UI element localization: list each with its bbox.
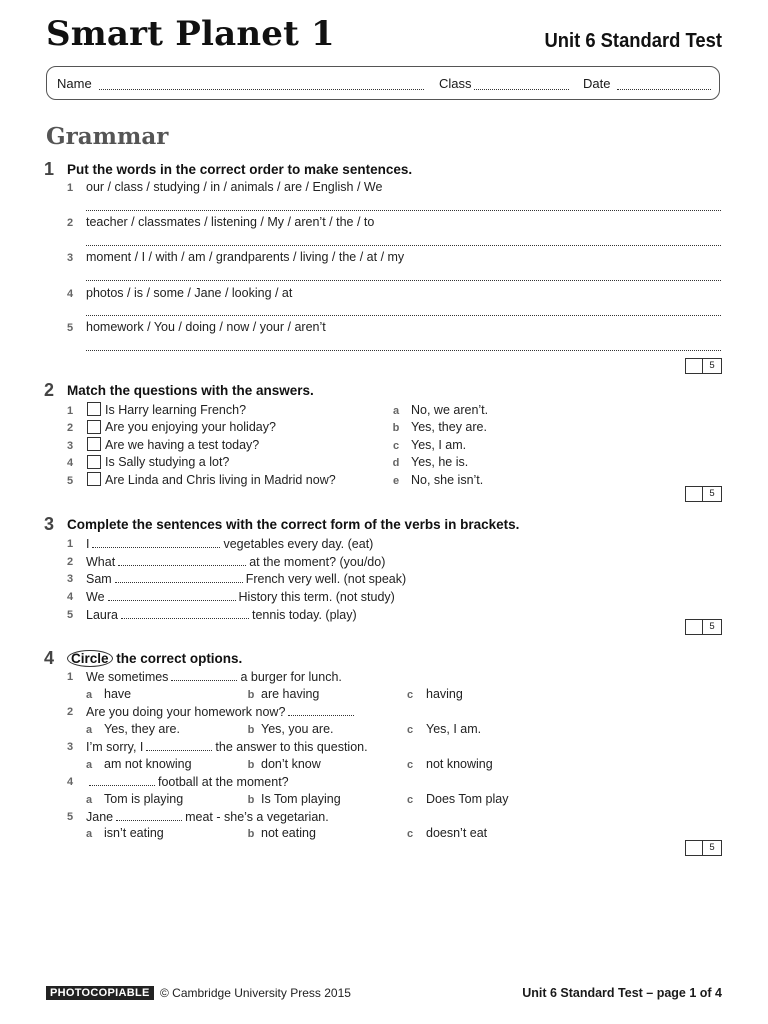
- page-title: Smart Planet 1: [46, 14, 335, 54]
- gap-field[interactable]: [171, 669, 237, 681]
- sentence-start: Laura: [86, 608, 118, 622]
- date-field[interactable]: [617, 77, 711, 90]
- option-text[interactable]: don’t know: [261, 757, 321, 771]
- sentence-start: Sam: [86, 572, 112, 586]
- student-info-box: [46, 66, 720, 100]
- answer-letter: e: [392, 475, 400, 487]
- answer-letter: d: [392, 457, 400, 469]
- item-number: 5: [66, 322, 74, 334]
- circle-word: Circle: [67, 650, 113, 667]
- gap-sentence: [86, 554, 385, 569]
- item-number: 4: [66, 288, 74, 300]
- score-box[interactable]: [685, 840, 722, 856]
- gap-field[interactable]: [108, 589, 236, 601]
- answer-line[interactable]: [86, 244, 721, 246]
- item-number: 3: [66, 741, 74, 753]
- exercise-number: 2: [44, 380, 55, 400]
- item-text: moment / I / with / am / grandparents / living / the / at / my: [86, 250, 405, 264]
- option-letter: a: [85, 689, 93, 701]
- name-field[interactable]: [99, 77, 424, 90]
- gap-field[interactable]: [115, 571, 243, 583]
- gap-sentence: [86, 669, 342, 684]
- sentence-end: French very well. (not speak): [245, 572, 407, 586]
- question-text: Are you enjoying your holiday?: [105, 420, 276, 434]
- option-letter: c: [406, 794, 414, 806]
- option-text[interactable]: Yes, you are.: [261, 722, 334, 736]
- gap-sentence: [86, 589, 395, 604]
- exercise-instruction: [67, 650, 242, 667]
- gap-sentence: [86, 809, 329, 824]
- option-letter: a: [85, 759, 93, 771]
- sentence-start: We sometimes: [86, 670, 169, 684]
- item-number: 1: [66, 405, 74, 417]
- sentence-end: History this term. (not study): [238, 590, 395, 604]
- option-letter: a: [85, 724, 93, 736]
- option-letter: b: [247, 689, 255, 701]
- answer-text: Yes, he is.: [411, 455, 469, 469]
- question-text: Are Linda and Chris living in Madrid now?: [105, 473, 336, 487]
- copyright: © Cambridge University Press 2015: [160, 986, 351, 1000]
- option-text[interactable]: doesn’t eat: [426, 826, 488, 840]
- item-text: our / class / studying / in / animals / are / English / We: [86, 180, 383, 194]
- gap-sentence: [86, 607, 357, 622]
- sentence-end: meat - she’s a vegetarian.: [185, 810, 329, 824]
- option-text[interactable]: Is Tom playing: [261, 792, 341, 806]
- answer-box[interactable]: [87, 402, 101, 416]
- score-max: 5: [702, 487, 721, 501]
- score-max: 5: [702, 359, 721, 373]
- item-number: 1: [66, 538, 74, 550]
- exercise-instruction: Complete the sentences with the correct form of the verbs in brackets.: [67, 517, 520, 532]
- item-number: 3: [66, 440, 74, 452]
- score-box[interactable]: [685, 619, 722, 635]
- photocopiable-badge: PHOTOCOPIABLE: [46, 986, 154, 1000]
- section-title: Grammar: [46, 123, 169, 150]
- exercise-number: 3: [44, 514, 55, 534]
- item-text: photos / is / some / Jane / looking / at: [86, 286, 293, 300]
- answer-line[interactable]: [86, 209, 721, 211]
- answer-letter: b: [392, 422, 400, 434]
- item-number: 4: [66, 457, 74, 469]
- gap-sentence: [86, 704, 357, 719]
- gap-sentence: [86, 774, 289, 789]
- sentence-start: Jane: [86, 810, 114, 824]
- sentence-end: the answer to this question.: [215, 740, 368, 754]
- answer-letter: a: [392, 405, 400, 417]
- sentence-end: football at the moment?: [158, 775, 289, 789]
- sentence-end: vegetables every day. (eat): [223, 537, 374, 551]
- exercise-instruction: Put the words in the correct order to make sentences.: [67, 162, 413, 177]
- answer-text: Yes, they are.: [411, 420, 487, 434]
- answer-text: No, she isn’t.: [411, 473, 484, 487]
- option-letter: b: [247, 794, 255, 806]
- name-label: Name: [57, 76, 92, 91]
- item-number: 1: [66, 182, 74, 194]
- option-letter: c: [406, 828, 414, 840]
- item-number: 5: [66, 609, 74, 621]
- option-text[interactable]: not eating: [261, 826, 316, 840]
- option-letter: b: [247, 759, 255, 771]
- gap-field[interactable]: [121, 607, 249, 619]
- option-text[interactable]: are having: [261, 687, 320, 701]
- score-box[interactable]: [685, 358, 722, 374]
- item-number: 5: [66, 811, 74, 823]
- instruction-rest: the correct options.: [116, 651, 243, 666]
- answer-box[interactable]: [87, 472, 101, 486]
- item-number: 4: [66, 776, 74, 788]
- page-indicator: Unit 6 Standard Test – page 1 of 4: [522, 986, 722, 1000]
- class-label: Class: [439, 76, 472, 91]
- exercise-number: 4: [44, 648, 55, 668]
- gap-field[interactable]: [92, 536, 220, 548]
- answer-text: No, we aren’t.: [411, 403, 489, 417]
- sentence-end: at the moment? (you/do): [249, 555, 386, 569]
- option-text[interactable]: Yes, they are.: [104, 722, 180, 736]
- question-text: Is Sally studying a lot?: [105, 455, 230, 469]
- date-label: Date: [583, 76, 611, 91]
- answer-text: Yes, I am.: [411, 438, 467, 452]
- option-letter: b: [247, 724, 255, 736]
- gap-field[interactable]: [288, 704, 354, 716]
- question-text: Is Harry learning French?: [105, 403, 247, 417]
- option-letter: b: [247, 828, 255, 840]
- option-text[interactable]: am not knowing: [104, 757, 192, 771]
- item-number: 2: [66, 217, 74, 229]
- score-max: 5: [702, 620, 721, 634]
- exercise-instruction: Match the questions with the answers.: [67, 383, 314, 398]
- gap-field[interactable]: [89, 774, 155, 786]
- answer-box[interactable]: [87, 437, 101, 451]
- option-letter: c: [406, 689, 414, 701]
- item-number: 1: [66, 671, 74, 683]
- answer-letter: c: [392, 440, 400, 452]
- score-max: 5: [702, 841, 721, 855]
- option-text[interactable]: Yes, I am.: [426, 722, 482, 736]
- sentence-start: I’m sorry, I: [86, 740, 144, 754]
- sentence-start: What: [86, 555, 116, 569]
- gap-field[interactable]: [116, 809, 182, 821]
- sentence-start: Are you doing your homework now?: [86, 705, 286, 719]
- item-number: 2: [66, 706, 74, 718]
- gap-field[interactable]: [146, 739, 212, 751]
- answer-line[interactable]: [86, 349, 721, 351]
- option-letter: c: [406, 759, 414, 771]
- sentence-start: I: [86, 537, 90, 551]
- answer-line[interactable]: [86, 314, 721, 316]
- sentence-end: a burger for lunch.: [240, 670, 342, 684]
- option-text[interactable]: Does Tom play: [426, 792, 509, 806]
- answer-box[interactable]: [87, 455, 101, 469]
- gap-field[interactable]: [118, 554, 246, 566]
- sentence-start: We: [86, 590, 105, 604]
- sentence-end: tennis today. (play): [251, 608, 357, 622]
- test-subtitle: Unit 6 Standard Test: [544, 30, 722, 52]
- option-text[interactable]: Tom is playing: [104, 792, 184, 806]
- option-text[interactable]: having: [426, 687, 463, 701]
- question-text: Are we having a test today?: [105, 438, 260, 452]
- item-number: 4: [66, 591, 74, 603]
- gap-sentence: [86, 536, 373, 551]
- option-text[interactable]: isn’t eating: [104, 826, 164, 840]
- gap-sentence: [86, 571, 406, 586]
- item-text: homework / You / doing / now / your / aren’t: [86, 320, 326, 334]
- item-text: teacher / classmates / listening / My / aren’t / the / to: [86, 215, 375, 229]
- option-letter: a: [85, 828, 93, 840]
- class-field[interactable]: [474, 77, 569, 90]
- item-number: 2: [66, 556, 74, 568]
- exercise-number: 1: [44, 159, 55, 179]
- answer-line[interactable]: [86, 279, 721, 281]
- option-letter: a: [85, 794, 93, 806]
- item-number: 3: [66, 252, 74, 264]
- option-letter: c: [406, 724, 414, 736]
- option-text[interactable]: have: [104, 687, 132, 701]
- item-number: 5: [66, 475, 74, 487]
- item-number: 3: [66, 573, 74, 585]
- score-box[interactable]: [685, 486, 722, 502]
- answer-box[interactable]: [87, 420, 101, 434]
- item-number: 2: [66, 422, 74, 434]
- option-text[interactable]: not knowing: [426, 757, 493, 771]
- gap-sentence: [86, 739, 368, 754]
